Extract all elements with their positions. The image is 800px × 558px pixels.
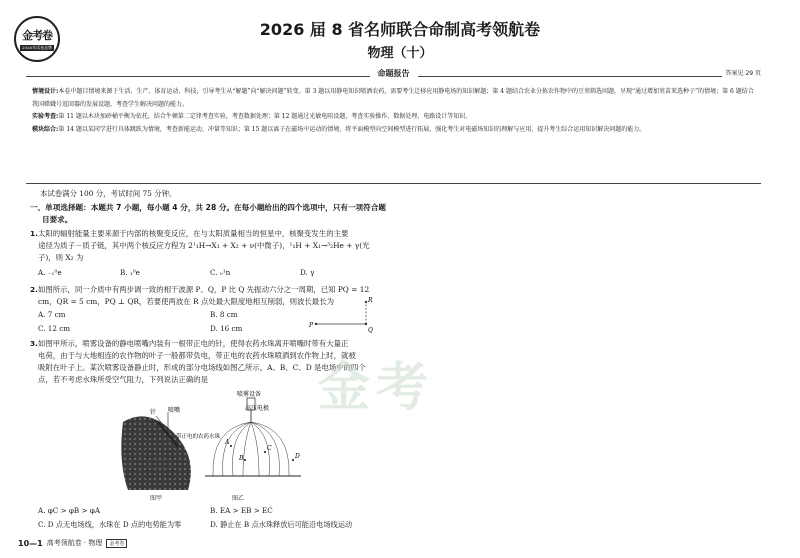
question-number: 1. [30, 229, 38, 238]
question-text-line: 如图甲所示，喷雾设备的静电喷嘴内装有一根带正电的针，使得农药水珠离开喷嘴时带有大量正 [37, 339, 349, 348]
q3-figure-2 [205, 388, 305, 496]
field-line [243, 422, 251, 476]
page-footer [18, 538, 127, 548]
option-c[interactable]: C. D 点无电场线，水珠在 D 点的电势能为零 [38, 520, 182, 529]
label-a: A [225, 439, 230, 446]
option-b[interactable]: B. 8 cm [210, 310, 238, 319]
point-d [292, 459, 294, 461]
q1-options [38, 268, 738, 280]
option-a[interactable]: A. ₋₁⁰e [38, 268, 62, 277]
label-c: C [267, 445, 272, 452]
point-b [244, 459, 246, 461]
label-droplet: 带正电的农药水珠 [176, 434, 221, 440]
section-heading-line1: 一、单项选择题：本题共 7 小题，每小题 4 分，共 28 分。在每小题给出的四个选项中，只有一项符合题 [30, 203, 386, 212]
exam-info: 本试卷满分 100 分，考试时间 75 分钟。 [40, 189, 177, 198]
paper-subtitle: 物理（十） [367, 46, 433, 61]
report-bottom-rule [26, 183, 761, 184]
field-line [251, 422, 279, 476]
option-b[interactable]: B. ₁⁰e [120, 268, 140, 277]
report-heading: 命题报告 [370, 68, 418, 79]
report-item-key: 模块综合: [32, 125, 59, 133]
report-item-key: 情境设计: [32, 88, 59, 95]
question-text-line: 途径为质子－质子链，其中两个核反应方程为 2¹₁H→X₁ + X₂ + ν(中微子)，¹₁H + X₁→³₂He + γ(光 [38, 241, 370, 250]
section-heading [30, 202, 765, 226]
option-a[interactable]: A. 7 cm [38, 310, 66, 319]
logo-text: 金考卷 [22, 29, 52, 42]
point-r [365, 301, 367, 303]
report-item [32, 124, 757, 137]
label-needle: 针 [150, 409, 157, 416]
q2-options [38, 310, 338, 338]
report-header [26, 68, 761, 84]
question-text-line: 如图所示，同一介质中有两步调一致的相干波源 P、Q，P 比 Q 先振动六分之一周期，已知 PQ = 12 [37, 285, 370, 294]
answer-reference: 答案见 29 页 [722, 68, 761, 77]
option-b[interactable]: B. EA > EB > EC [210, 506, 273, 515]
option-a[interactable]: A. φC > φB > φA [38, 506, 101, 515]
section-heading-line2: 目要求。 [42, 215, 73, 224]
report-item-text: 第 11 题以木块加砂桶平衡为依托，结合牛顿第二定律考查实验，考查数据处理；第 12 题通过光敏电阻设题，考查实验操作、数据处理、电路设计等知识。 [58, 113, 472, 120]
point-q [365, 323, 367, 325]
figure-1-caption: 图甲 [150, 495, 163, 502]
watermark: 金考 [318, 357, 435, 418]
point-a [230, 445, 232, 447]
page-number: 10—1 [18, 538, 43, 548]
q2-figure [308, 294, 378, 334]
question-number: 2. [30, 285, 38, 294]
option-c[interactable]: C. ₀¹n [210, 268, 231, 277]
option-c[interactable]: C. 12 cm [38, 324, 71, 333]
question-text-line: 电荷，由于与大地相连的农作物的叶子一般都带负电，带正电的农药水珠喷洒到农作物上时，就被 [38, 351, 356, 360]
footer-badge: 金考卷 [106, 539, 127, 548]
question-text-line: 太阳的辐射能量主要来源于内部的核聚变反应，在与太阳质量相当的恒星中，核聚变发生的主要 [37, 229, 349, 238]
option-d[interactable]: D. 静止在 B 点水珠释放后可能沿电场线运动 [210, 520, 353, 529]
report-item-key: 实验考查: [32, 113, 59, 120]
crop-leaves [121, 416, 191, 490]
label-q: Q [368, 327, 373, 334]
report-item-text: 第 14 题以某同学进行具体跳跃为情境，考查新能运动、冲量等知识；第 15 题以离子在磁场中运动的情境，将平面模型向空间模型进行拓展，强化考生对电磁场知识的理解与应用，提升考生综合运用知识解决问题的能力。 [58, 125, 646, 133]
label-nozzle: 喷嘴 [168, 407, 181, 414]
figure-2-caption: 图乙 [232, 495, 245, 502]
question-text-line: cm，QR = 5 cm，PQ ⊥ QR，若要使两波在 R 点处最大限度地相互削弱，则波长最长为 [38, 297, 334, 306]
footer-text: 高考领航卷 · 物理 [46, 539, 103, 547]
question-2 [30, 284, 765, 308]
field-lines [213, 422, 289, 476]
q3-options [38, 506, 758, 534]
label-electrode: 高压电极 [245, 405, 270, 412]
question-text-line: 吸附在叶子上。某次喷雾设备静止时，形成的部分电场线如图乙所示，A、B、C、D 是电场中的四个 [38, 363, 366, 372]
label-r: R [368, 297, 373, 304]
report-item-text: 本卷中题目情境来源于生活、生产、体育运动、科技，引导考生从“解题”向“解决问题”转变。第 3 题以用静电知识喷洒农药，需要考生迁移应用静电场的知识解题；第 4 题结合农业分拣农作物中的豆荚筛选问题，呈现“通过增加荚苗来选种子”的情境；第 6 题结合我国嫦娥号返回器的发展设题，考查学生解决问题的能力。 [32, 88, 754, 108]
brand-logo [14, 16, 60, 62]
label-b: B [239, 455, 244, 462]
label-device: 喷雾设备 [237, 391, 262, 398]
label-p: P [309, 322, 314, 329]
paper-title: 2026 届 8 省名师联合命制高考领航卷 [259, 20, 541, 39]
logo-subtext: 2026年试卷品牌 [21, 45, 53, 50]
question-1 [30, 228, 765, 264]
field-line [223, 422, 251, 476]
field-line [251, 422, 259, 476]
label-d: D [295, 453, 300, 460]
question-number: 3. [30, 339, 38, 348]
option-d[interactable]: D. 16 cm [210, 324, 243, 333]
question-text-line: 点，若不考虑水珠所受空气阻力，下列说法正确的是 [38, 375, 208, 384]
field-line [213, 422, 251, 476]
point-c [264, 451, 266, 453]
report-item [32, 111, 757, 124]
question-text-line: 子)，则 X₂ 为 [38, 253, 84, 262]
point-p [315, 323, 317, 325]
option-d[interactable]: D. γ [300, 268, 315, 277]
report-body [32, 86, 757, 136]
report-item [32, 86, 757, 111]
